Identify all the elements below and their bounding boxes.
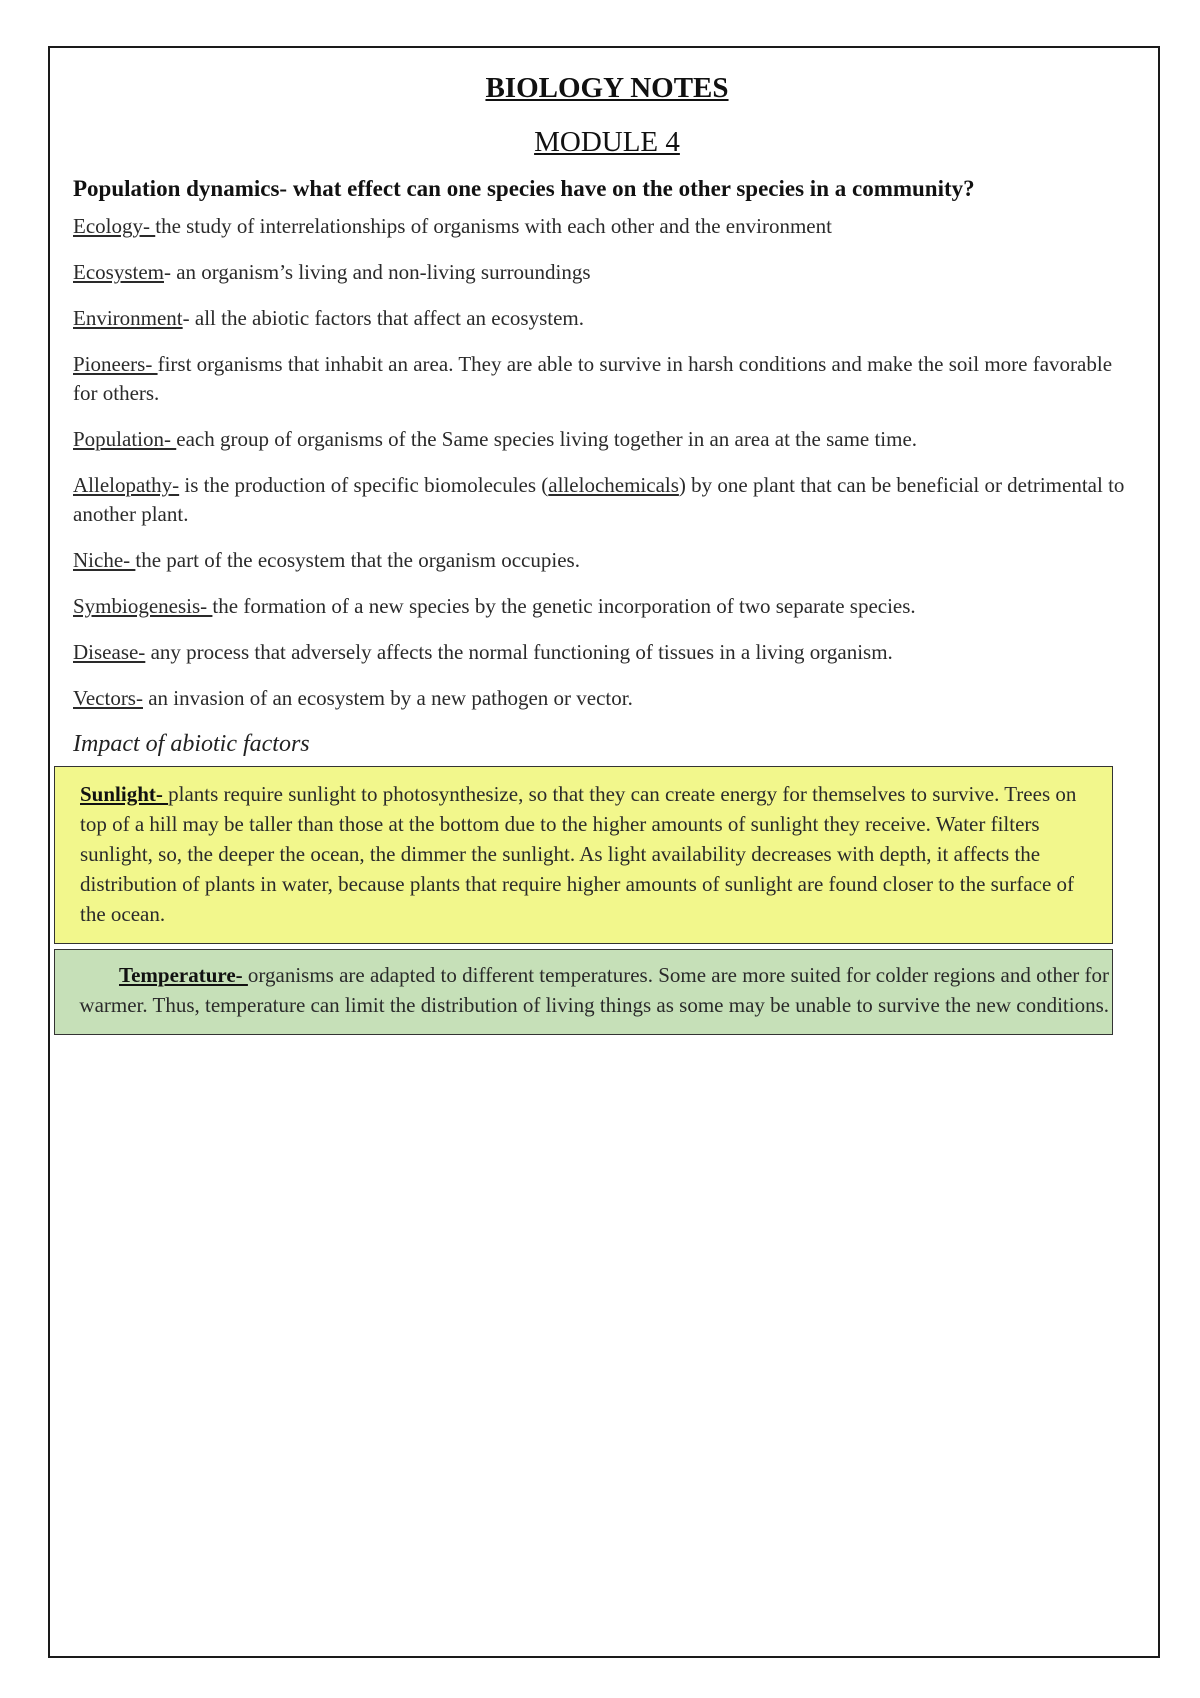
temperature-text: organisms are adapted to different temperatures. Some are more suited for colder regions and other for warmer. Thus, temperature can limit the distribution of living things as some may be unable to survive the new conditions. [79, 963, 1109, 1017]
temperature-box [54, 949, 1113, 1035]
definition-term: Environment [73, 306, 183, 330]
definition-term: Niche- [73, 548, 136, 572]
module-heading: MODULE 4 [534, 126, 680, 158]
definition-text: each group of organisms of the Same species living together in an area at the same time. [176, 427, 918, 451]
definition-text: - all the abiotic factors that affect an ecosystem. [182, 306, 585, 330]
definition-text: - an organism’s living and non-living surroundings [163, 260, 591, 284]
abiotic-factors-heading: Impact of abiotic factors [73, 731, 310, 757]
definition-environment [73, 304, 1141, 333]
topic-question: Population dynamics- what effect can one species have on the other species in a community? [73, 176, 975, 201]
sunlight-box [54, 766, 1113, 944]
definition-disease [73, 638, 1141, 667]
sunlight-text: plants require sunlight to photosynthesize, so that they can create energy for themselves to survive. Trees on top of a hill may be taller than those at the bottom due to the higher amounts of sunlight they receive. Water filters sunlight, so, the deeper the ocean, the dimmer the sunlight. As light availability decreases with depth, it affects the distribution of plants in water, because plants that require higher amounts of sunlight are found closer to the surface of the ocean. [80, 782, 1077, 926]
definition-term: Disease- [73, 640, 146, 664]
definition-term: Ecosystem [73, 260, 164, 284]
definition-term: Allelopathy- [73, 473, 180, 497]
definition-term: Pioneers- [73, 352, 158, 376]
definition-term: Population- [73, 427, 177, 451]
definition-pioneers [73, 350, 1141, 408]
definition-term: Symbiogenesis- [73, 594, 213, 618]
document-body [73, 68, 1141, 1035]
definition-ecosystem [73, 258, 1141, 287]
definitions-list [73, 212, 1141, 713]
definition-ecology [73, 212, 1141, 241]
definition-term: Vectors- [73, 686, 143, 710]
definition-underlined-word: allelochemicals [548, 473, 679, 497]
definition-text: is the production of specific biomolecules ( [179, 473, 549, 497]
definition-text: any process that adversely affects the normal functioning of tissues in a living organism. [145, 640, 893, 664]
page-title: BIOLOGY NOTES [485, 72, 729, 104]
definition-vectors [73, 684, 1141, 713]
definition-term: Ecology- [73, 214, 156, 238]
definition-text: first organisms that inhabit an area. They are able to survive in harsh conditions and make the soil more favorable for others. [73, 352, 1113, 405]
definition-niche [73, 546, 1141, 575]
definition-allelopathy [73, 471, 1141, 529]
definition-population [73, 425, 1141, 454]
sunlight-term: Sunlight- [80, 782, 169, 806]
definition-text: ) by one plant that can be beneficial or detrimental to another plant. [73, 473, 1125, 526]
definition-text: the study of interrelationships of organisms with each other and the environment [155, 214, 832, 238]
temperature-term: Temperature- [119, 963, 248, 987]
definition-symbiogenesis [73, 592, 1141, 621]
definition-text: the formation of a new species by the genetic incorporation of two separate species. [212, 594, 916, 618]
definition-text: the part of the ecosystem that the organism occupies. [135, 548, 580, 572]
definition-text: an invasion of an ecosystem by a new pathogen or vector. [142, 686, 633, 710]
